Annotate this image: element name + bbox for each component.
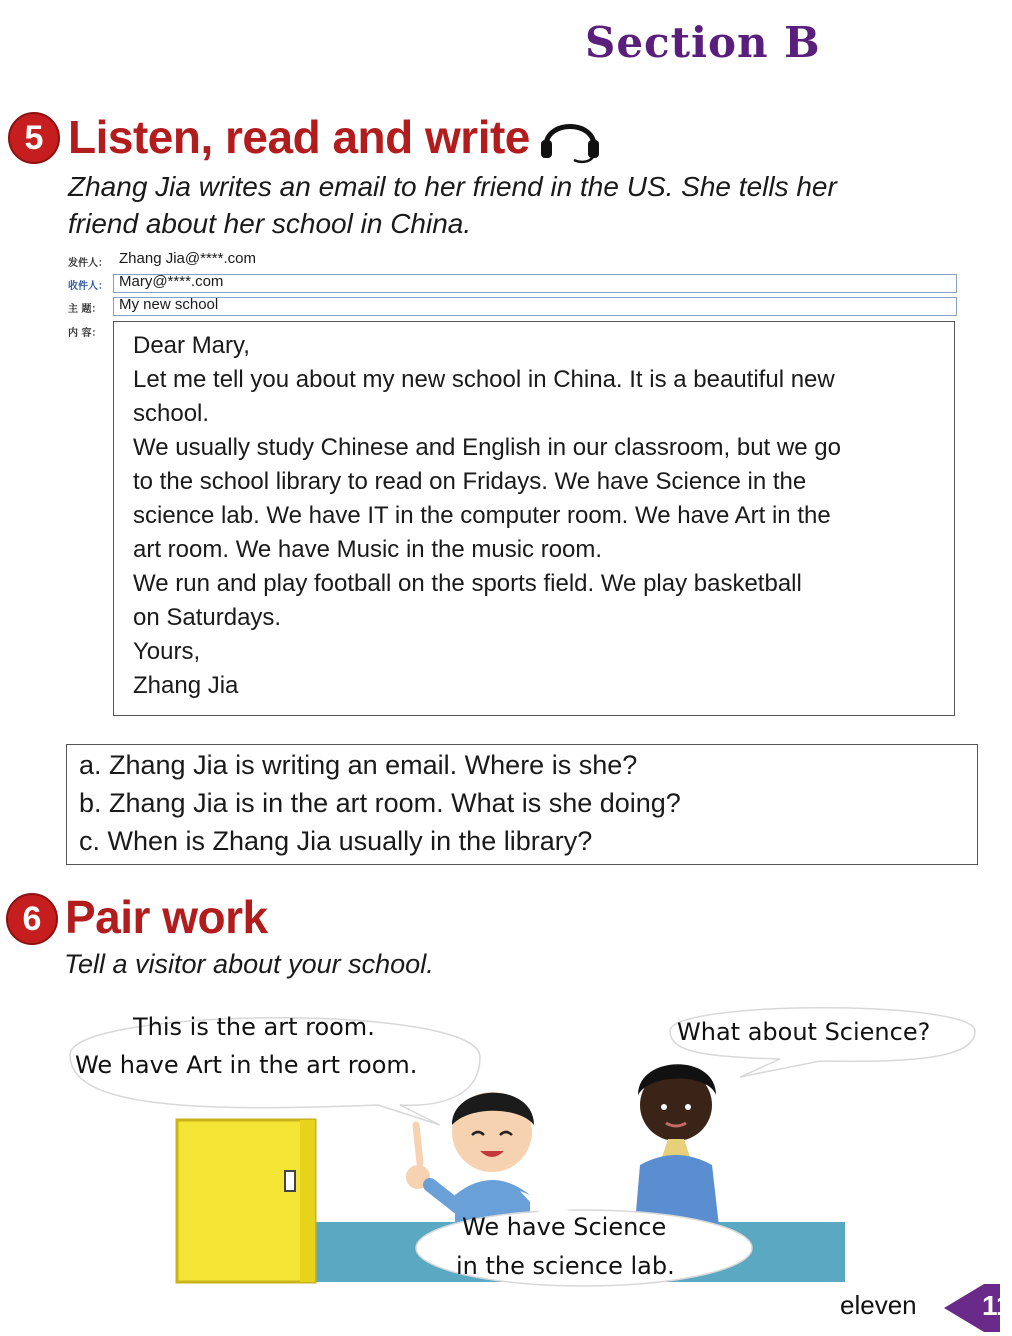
email-line: We usually study Chinese and English in our classroom, but we go: [133, 434, 841, 461]
email-subject-label: 主 题：: [68, 304, 102, 315]
speech-bubble-left-line-2: We have Art in the art room.: [75, 1051, 418, 1079]
email-line: to the school library to read on Fridays. We have Science in the: [133, 468, 807, 495]
email-body-label: 内 容：: [68, 328, 102, 339]
email-line: Let me tell you about my new school in China. It is a beautiful new: [133, 366, 835, 393]
email-from-label: 发件人：: [68, 258, 108, 269]
speech-bubble-right: What about Science?: [677, 1018, 931, 1046]
email-subject-field: [113, 297, 957, 316]
section-title: Section B: [585, 18, 821, 67]
page-number: 11: [982, 1290, 1012, 1321]
page-number-word: eleven: [840, 1290, 917, 1320]
email-line: school.: [133, 400, 210, 427]
instruction-line-1: Zhang Jia writes an email to her friend in the US. She tells her: [68, 171, 837, 202]
headphones-icon: [538, 112, 602, 164]
email-line: We run and play football on the sports field. We play basketball: [133, 570, 802, 597]
activity-number-badge: 5: [8, 112, 60, 164]
speech-bubble-bottom-line-2: in the science lab.: [456, 1252, 675, 1280]
speech-bubble-left-line-1: This is the art room.: [133, 1013, 375, 1041]
email-from: Zhang Jia@****.com: [119, 250, 256, 267]
email-line: Zhang Jia: [133, 672, 239, 699]
instruction-line-2: friend about her school in China.: [68, 208, 472, 239]
email-to: Mary@****.com: [119, 273, 224, 290]
activity-heading: Pair work: [65, 891, 268, 943]
speech-bubble-bottom-line-1: We have Science: [462, 1213, 667, 1241]
email-to-field: [113, 274, 957, 293]
question-a: a. Zhang Jia is writing an email. Where is she?: [79, 750, 638, 780]
activity-heading: Listen, read and write: [68, 111, 530, 163]
email-line: art room. We have Music in the music room.: [133, 536, 603, 563]
pair-work-instruction: Tell a visitor about your school.: [64, 949, 434, 979]
email-line: science lab. We have IT in the computer room. We have Art in the: [133, 502, 831, 529]
question-c: c. When is Zhang Jia usually in the library?: [79, 826, 593, 856]
email-subject: My new school: [119, 296, 219, 313]
question-b: b. Zhang Jia is in the art room. What is she doing?: [79, 788, 681, 818]
email-line: on Saturdays.: [133, 604, 282, 631]
email-line: Dear Mary,: [133, 332, 250, 359]
email-line: Yours,: [133, 638, 201, 665]
activity-number-badge: 6: [6, 893, 58, 945]
email-to-label: 收件人：: [68, 281, 108, 292]
